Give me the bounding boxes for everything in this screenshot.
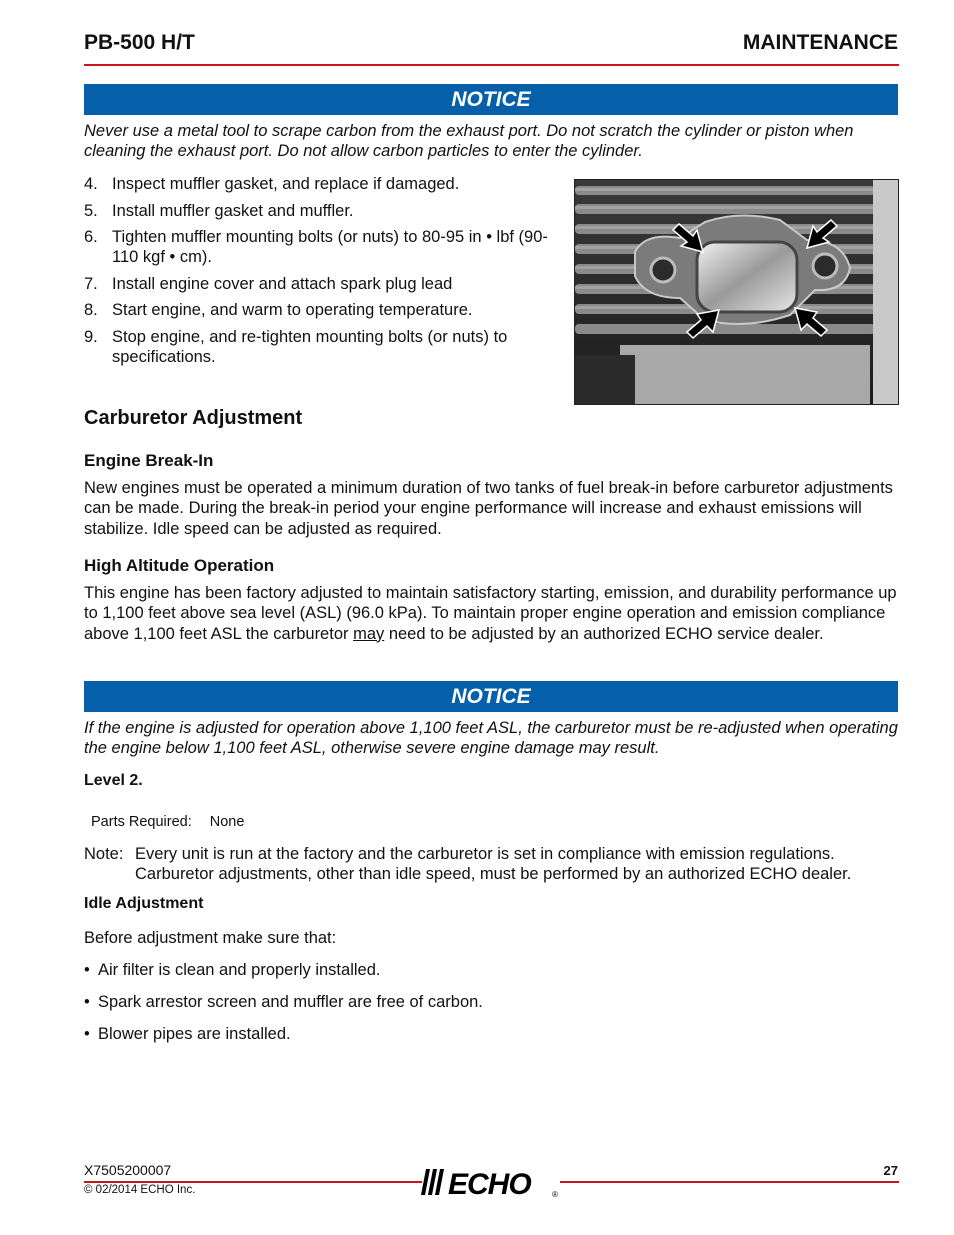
bullet-icon: • xyxy=(84,961,90,979)
list-item xyxy=(84,327,554,367)
bullet-icon: • xyxy=(84,1025,90,1043)
list-item xyxy=(84,993,483,1012)
step-number: 6. xyxy=(84,228,98,246)
step-number: 7. xyxy=(84,274,98,293)
break-in-title: Engine Break-In xyxy=(84,451,214,470)
idle-intro: Before adjustment make sure that: xyxy=(84,929,337,947)
document-code: X7505200007 xyxy=(84,1162,172,1178)
footer-divider-left xyxy=(84,1181,422,1183)
list-item xyxy=(84,201,554,221)
notice-text: If the engine is adjusted for operation above 1,100 feet ASL, the carburetor must be re-adjusted when operating the engine below 1,100 feet ASL, otherwise severe engine damage may result. xyxy=(84,719,898,757)
step-number: 9. xyxy=(84,327,98,346)
high-altitude-text xyxy=(84,583,899,644)
step-number: 5. xyxy=(84,201,98,220)
parts-required-value: None xyxy=(209,814,245,830)
section-name: MAINTENANCE xyxy=(742,31,898,54)
list-item xyxy=(84,1025,291,1044)
step-text: Inspect muffler gasket, and replace if damaged. xyxy=(112,175,460,193)
high-altitude-title: High Altitude Operation xyxy=(84,556,275,575)
step-text: Start engine, and warm to operating temperature. xyxy=(112,301,473,319)
high-altitude-text-part: This engine has been factory adjusted to maintain satisfactory starting, emission, and durability performance up to 1,100 feet above sea level (ASL) (96.0 kPa). To maintain proper engine operation and emission compliance above 1,100 feet ASL the carburetor xyxy=(84,584,897,643)
step-list xyxy=(84,174,554,373)
svg-text:®: ® xyxy=(552,1190,558,1199)
footer-divider-right xyxy=(560,1181,899,1183)
header-divider xyxy=(84,64,899,66)
list-item xyxy=(84,227,554,267)
page-number: 27 xyxy=(883,1163,898,1178)
note-label: Note: xyxy=(84,845,124,863)
bullet-text: Blower pipes are installed. xyxy=(98,1025,291,1043)
echo-logo xyxy=(420,1163,562,1201)
document-model: PB-500 H/T xyxy=(84,31,195,54)
muffler-gasket-photo xyxy=(574,179,899,405)
step-number: 8. xyxy=(84,301,98,319)
skill-level: Level 2. xyxy=(84,772,143,789)
idle-adjustment-title: Idle Adjustment xyxy=(84,895,204,912)
list-item xyxy=(84,300,554,320)
step-text: Install engine cover and attach spark plug lead xyxy=(112,274,453,293)
parts-required-label: Parts Required: xyxy=(91,814,192,830)
bullet-text: Spark arrestor screen and muffler are free of carbon. xyxy=(98,993,483,1011)
step-text: Install muffler gasket and muffler. xyxy=(112,201,354,220)
emphasis-may: may xyxy=(353,624,385,643)
bullet-icon: • xyxy=(84,993,90,1011)
step-number: 4. xyxy=(84,175,98,193)
svg-text:ECHO: ECHO xyxy=(448,1168,531,1201)
copyright: © 02/2014 ECHO Inc. xyxy=(84,1184,196,1196)
high-altitude-text-part: need to be adjusted by an authorized ECHO service dealer. xyxy=(384,624,824,643)
list-item xyxy=(84,961,380,980)
section-title: Carburetor Adjustment xyxy=(84,407,303,429)
notice-banner: NOTICE xyxy=(84,84,898,115)
note-text: Every unit is run at the factory and the carburetor is set in compliance with emission regulations. Carburetor adjustments, other than idle speed, must be performed by an authorized ECHO dealer. xyxy=(135,845,852,883)
step-text: Stop engine, and re-tighten mounting bolts (or nuts) to specifications. xyxy=(112,327,508,366)
note xyxy=(84,844,899,884)
notice-text: Never use a metal tool to scrape carbon from the exhaust port. Do not scratch the cylinder or piston when cleaning the exhaust port. Do not allow carbon particles to enter the cylinder. xyxy=(84,122,854,160)
notice-banner: NOTICE xyxy=(84,681,898,712)
list-item xyxy=(84,274,554,294)
step-text: Tighten muffler mounting bolts (or nuts) to 80-95 in • lbf (90-110 kgf • cm). xyxy=(112,228,548,266)
break-in-text: New engines must be operated a minimum duration of two tanks of fuel break-in before carburetor adjustments can be made. During the break-in period your engine performance will increase and exhaust emissions will stabilize. Idle speed can be adjusted as required. xyxy=(84,479,893,538)
list-item xyxy=(84,174,554,194)
parts-required xyxy=(91,814,244,830)
bullet-text: Air filter is clean and properly installed. xyxy=(98,961,381,979)
